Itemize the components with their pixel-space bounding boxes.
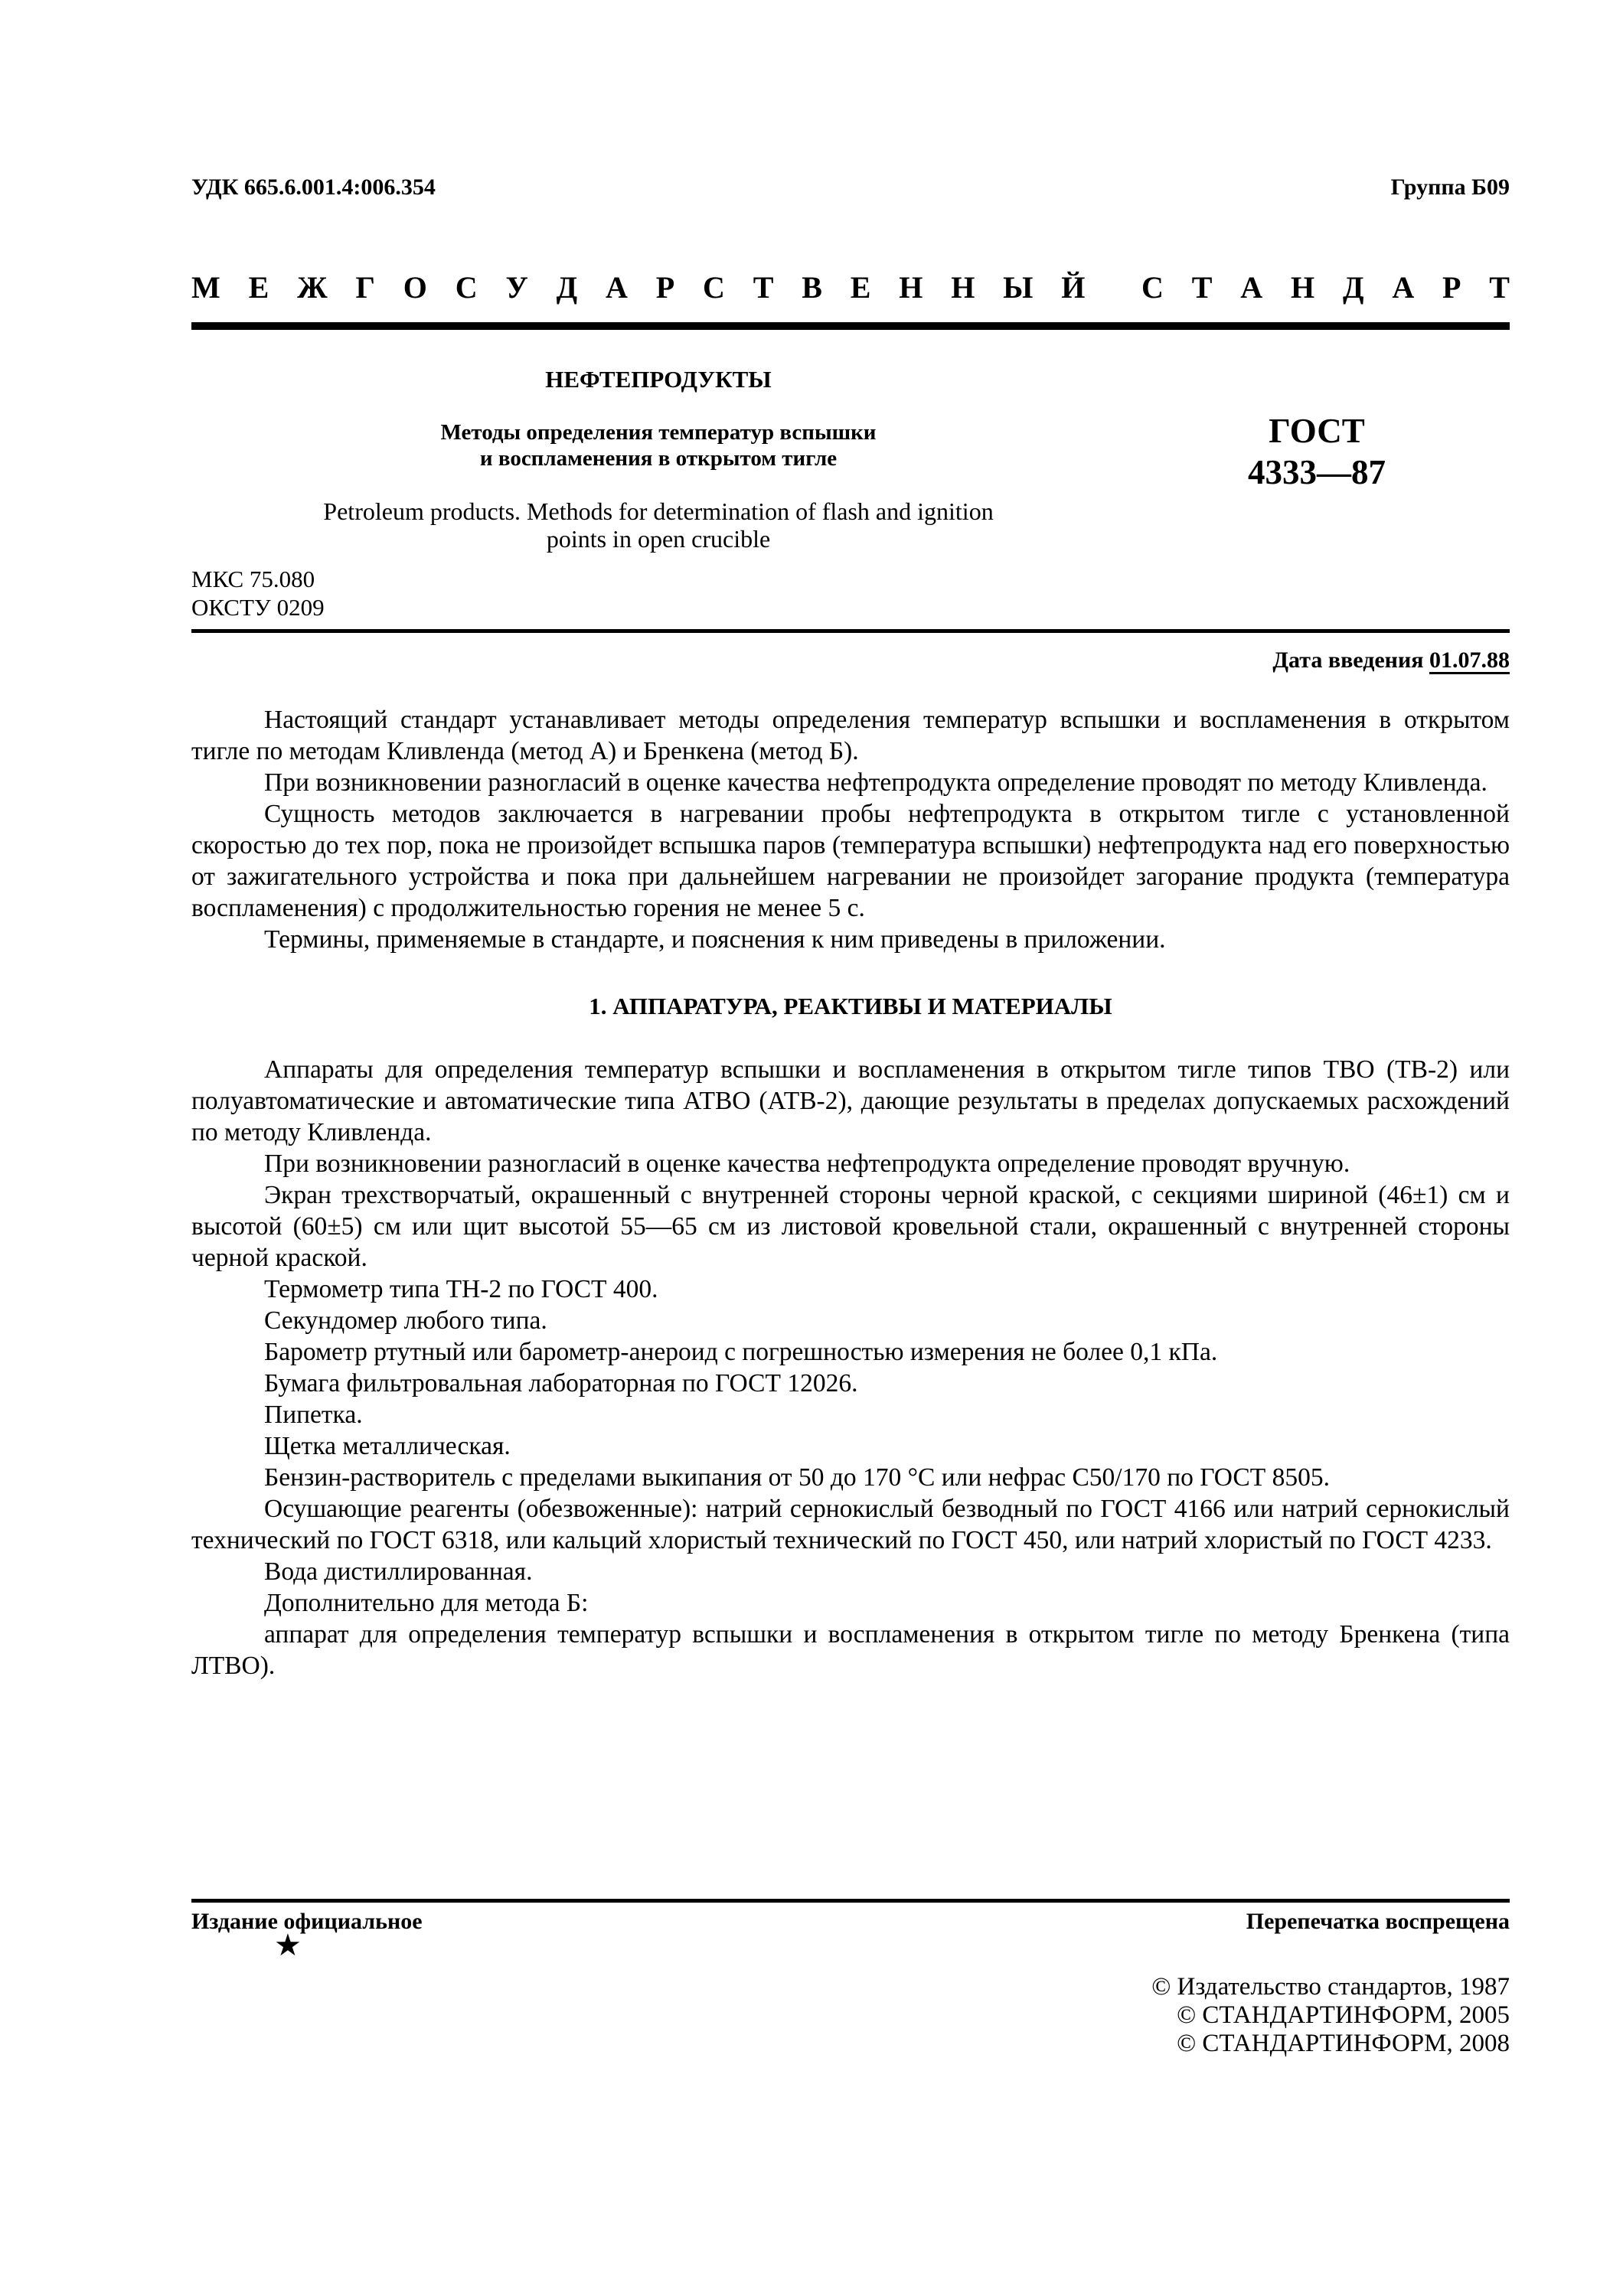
classification-codes — [191, 565, 325, 621]
list-item: Термометр типа ТН-2 по ГОСТ 400. — [264, 1275, 658, 1303]
banner-letter: Й — [1061, 270, 1086, 305]
paragraph: Сущность методов заключается в нагревании пробы нефтепродукта в открытом тигле с установленной скоростью до тех пор, пока не произойдет вспышка паров (температура вспышки) нефтепродукта над его поверхностью от зажигательного устройства и пока при дальнейшем нагревании не произойдет загорание продукта (температура воспламенения) с продолжительностью горения не менее 5 с. — [191, 800, 1510, 922]
banner-letter: Е — [850, 270, 871, 305]
banner-letter: А — [606, 270, 628, 305]
gost-designation — [1210, 410, 1424, 493]
footer-divider — [191, 1899, 1510, 1903]
list-item: Пипетка. — [264, 1401, 363, 1429]
banner-letter: С — [702, 270, 725, 305]
introduction-date — [1272, 647, 1510, 673]
english-title-line: Petroleum products. Methods for determination of flash and ignition — [323, 497, 994, 525]
document-title: НЕФТЕПРОДУКТЫ — [545, 366, 772, 393]
subtitle-line: и воспламенения в открытом тигле — [479, 446, 838, 471]
english-title — [253, 497, 1064, 553]
okstu-code: ОКСТУ 0209 — [191, 594, 325, 621]
title-divider — [191, 629, 1510, 633]
banner-letter: А — [1392, 270, 1415, 305]
banner-letter: Д — [556, 270, 578, 305]
banner-letter: Т — [1489, 270, 1510, 305]
banner-letter: Е — [248, 270, 269, 305]
banner-letter: В — [802, 270, 822, 305]
banner-letter: Т — [1191, 270, 1213, 305]
star-icon: ★ — [274, 1928, 302, 1962]
copyright-block — [1151, 1973, 1510, 2058]
group-code: Группа Б09 — [1390, 174, 1510, 200]
banner-letter: М — [191, 270, 220, 305]
banner-letter: У — [505, 270, 528, 305]
banner-letter: Ж — [297, 270, 328, 305]
banner-letter: Н — [1291, 270, 1315, 305]
banner-letter: Т — [753, 270, 774, 305]
list-item: Дополнительно для метода Б: — [264, 1589, 589, 1617]
subtitle-line: Методы определения температур вспышки — [440, 420, 877, 445]
list-item: Щетка металлическая. — [264, 1432, 511, 1460]
paragraph: При возникновении разногласий в оценке качества нефтепродукта определение проводят по методу Кливленда. — [264, 768, 1487, 797]
english-title-line: points in open crucible — [546, 525, 771, 553]
banner-letter: Г — [355, 270, 375, 305]
reprint-notice: Перепечатка воспрещена — [1246, 1909, 1510, 1934]
banner-letter: Р — [655, 270, 675, 305]
paragraph: Осушающие реагенты (обезвоженные): натрий сернокислый безводный по ГОСТ 4166 или натрий сернокислый технический по ГОСТ 6318, или кальций хлористый технический по ГОСТ 450, или натрий хлористый по ГОСТ 4233. — [191, 1495, 1510, 1554]
official-edition-label: Издание официальное — [191, 1909, 423, 1934]
gost-label: ГОСТ — [1269, 412, 1365, 450]
banner-letter: Д — [1342, 270, 1364, 305]
list-item: Барометр ртутный или барометр-анероид с погрешностью измерения не более 0,1 кПа. — [264, 1338, 1218, 1366]
copyright-line: © Издательство стандартов, 1987 — [1151, 1973, 1510, 2001]
document-body — [191, 704, 1510, 1681]
mks-code: МКС 75.080 — [191, 566, 315, 592]
banner-letter: А — [1240, 270, 1263, 305]
banner-letter: С — [455, 270, 478, 305]
paragraph: Экран трехстворчатый, окрашенный с внутренней стороны черной краской, с секциями шириной (46±1) см и высотой (60±5) см или щит высотой 55—65 см из листовой кровельной стали, окрашенный с внутренней стороны черной краской. — [191, 1181, 1510, 1272]
list-item: Бумага фильтровальная лабораторная по ГОСТ 12026. — [264, 1369, 858, 1397]
section-heading: 1. АППАРАТУРА, РЕАКТИВЫ И МАТЕРИАЛЫ — [589, 993, 1112, 1019]
copyright-line: © СТАНДАРТИНФОРМ, 2008 — [1177, 2030, 1510, 2057]
banner-letter: О — [403, 270, 427, 305]
paragraph: Аппараты для определения температур вспышки и воспламенения в открытом тигле типов ТВО (ТВ-2) или полуавтоматические и автоматические типа АТВО (АТВ-2), дающие результаты в пределах допускаемых расхождений по методу Кливленда. — [191, 1055, 1510, 1146]
copyright-line: © СТАНДАРТИНФОРМ, 2005 — [1177, 2001, 1510, 2029]
banner-letter: С — [1141, 270, 1164, 305]
udk-code: УДК 665.6.001.4:006.354 — [191, 174, 436, 200]
list-item: Секундомер любого типа. — [264, 1306, 547, 1335]
list-item: Вода дистиллированная. — [264, 1557, 533, 1586]
paragraph: Бензин-растворитель с пределами выкипания от 50 до 170 °С или нефрас С50/170 по ГОСТ 8505. — [264, 1463, 1330, 1492]
banner-letter: Ы — [1003, 270, 1034, 305]
paragraph: При возникновении разногласий в оценке качества нефтепродукта определение проводят вручную. — [264, 1150, 1350, 1178]
intro-date-label: Дата введения — [1272, 647, 1424, 673]
paragraph: аппарат для определения температур вспышки и воспламенения в открытом тигле по методу Бренкена (типа ЛТВО). — [191, 1620, 1510, 1680]
document-subtitle — [352, 419, 965, 471]
intro-date-value: 01.07.88 — [1429, 647, 1510, 673]
standard-banner — [191, 269, 1510, 305]
banner-letter: Н — [899, 270, 923, 305]
paragraph: Термины, применяемые в стандарте, и пояснения к ним приведены в приложении. — [264, 925, 1166, 954]
gost-number: 4333—87 — [1248, 453, 1386, 491]
paragraph: Настоящий стандарт устанавливает методы определения температур вспышки и воспламенения в открытом тигле по методам Кливленда (метод А) и Бренкена (метод Б). — [191, 706, 1510, 765]
banner-letter: Р — [1442, 270, 1461, 305]
banner-letter: Н — [951, 270, 975, 305]
header-divider-thick — [191, 322, 1510, 330]
